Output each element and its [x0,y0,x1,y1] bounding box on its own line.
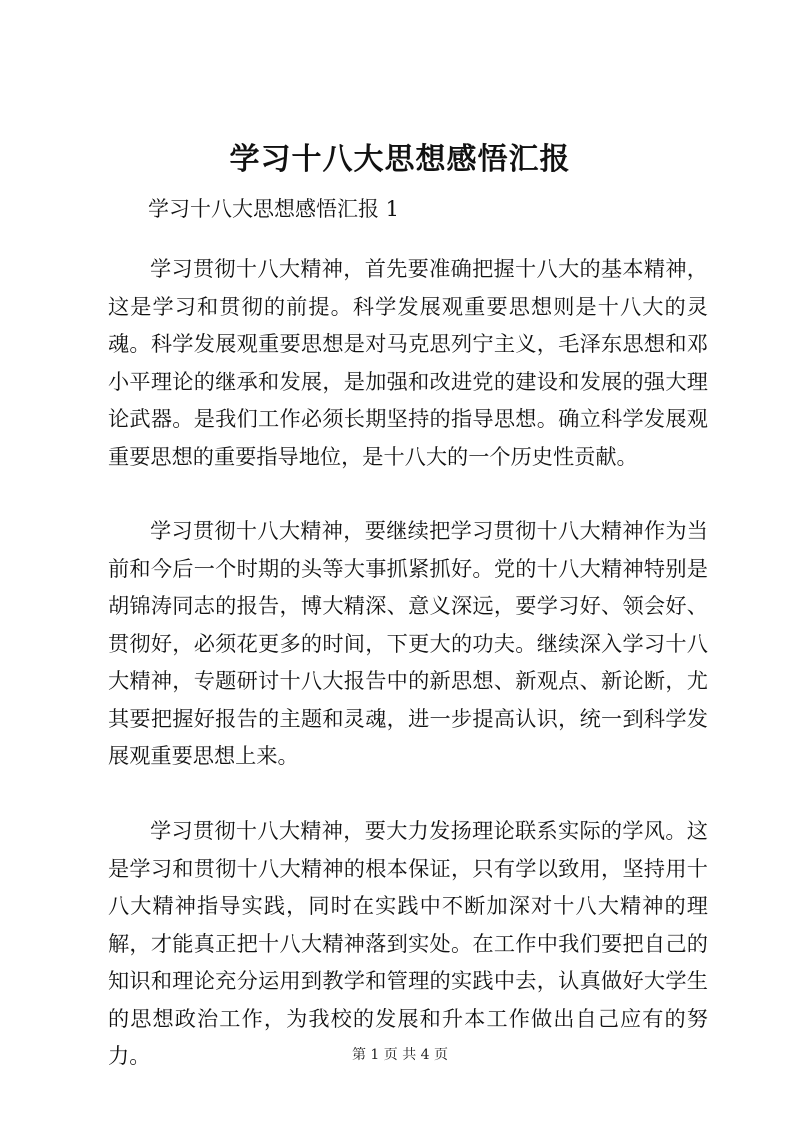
page-footer: 第 1 页 共 4 页 [351,1047,449,1063]
paragraph-1: 学习贯彻十八大精神，首先要准确把握十八大的基本精神，这是学习和贯彻的前提。科学发展观重要思想则是十八大的灵魂。科学发展观重要思想是对马克思列宁主义，毛泽东思想和邓小平理论的继承和发展，是加强和改进党的建设和发展的强大理论武器。是我们工作必须长期坚持的指导思想。确立科学发展观重要思想的重要指导地位，是十八大的一个历史性贡献。 [108,256,708,469]
document-title: 学习十八大思想感悟汇报 [229,142,571,177]
paragraph-3: 学习贯彻十八大精神，要大力发扬理论联系实际的学风。这是学习和贯彻十八大精神的根本保证，只有学以致用，坚持用十八大精神指导实践，同时在实践中不断加深对十八大精神的理解，才能真正把十八大精神落到实处。在工作中我们要把自己的知识和理论充分运用到教学和管理的实践中去，认真做好大学生的思想政治工作，为我校的发展和升本工作做出自己应有的努力。 [108,818,708,1069]
document-subtitle: 学习十八大思想感悟汇报 1 [148,197,400,221]
paragraph-2: 学习贯彻十八大精神，要继续把学习贯彻十八大精神作为当前和今后一个时期的头等大事抓紧抓好。党的十八大精神特别是胡锦涛同志的报告，博大精深、意义深远，要学习好、领会好、贯彻好，必须花更多的时间，下更大的功夫。继续深入学习十八大精神，专题研讨十八大报告中的新思想、新观点、新论断，尤其要把握好报告的主题和灵魂，进一步提高认识，统一到科学发展观重要思想上来。 [108,518,708,769]
